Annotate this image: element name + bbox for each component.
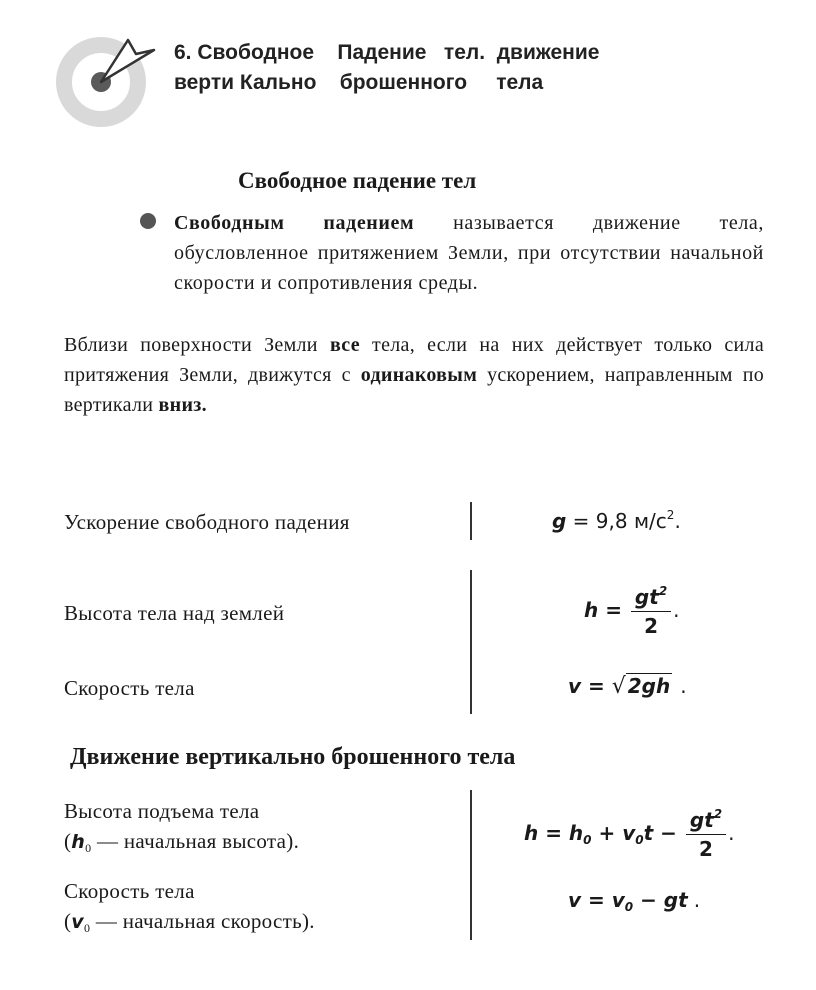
paren-open: ( <box>64 909 72 933</box>
body-paragraph <box>64 330 764 420</box>
subscript-zero: 0 <box>85 841 92 855</box>
definition-block <box>140 208 764 298</box>
rise-height-formula <box>524 808 734 861</box>
definition-text <box>174 208 764 298</box>
formula-period: . <box>693 888 701 912</box>
symbol-g: g <box>552 509 567 533</box>
height-label: Высота тела над землей <box>64 601 285 625</box>
fraction-denominator: 2 <box>644 614 658 638</box>
formula-period: . <box>728 821 735 845</box>
throw-speed-label-line1: Скорость тела <box>64 879 195 903</box>
definition-rest: называется движение тела, обусловленное притяжением Земли, при отсутствии начальной скорости и сопротивления среды. <box>174 212 764 294</box>
paragraph-text-1: Вблизи поверхности Земли <box>64 334 330 356</box>
speed-formula <box>568 674 687 699</box>
paren-open: ( <box>64 829 72 853</box>
formula-period: . <box>674 509 681 533</box>
symbol-h: h <box>71 831 86 853</box>
section-heading-vertical-throw: Движение вертикально брошенного тела <box>70 744 516 770</box>
paragraph-text-2: тела, если на них действует только сила притяжения Земли, движутся с <box>64 334 765 386</box>
height-formula <box>584 585 680 638</box>
paragraph-bold-1: все <box>329 334 360 356</box>
sqrt-radicand: 2gh <box>627 674 671 698</box>
rise-height-label <box>64 796 299 857</box>
subscript-zero: 0 <box>635 833 644 847</box>
throw-speed-label-line2 <box>64 906 315 937</box>
paragraph-bold-2: одинаковым <box>360 364 478 386</box>
formula-part: v = v <box>568 888 625 912</box>
fraction-denominator: 2 <box>699 837 713 861</box>
fraction-numerator: gt <box>689 808 714 832</box>
throw-speed-label <box>64 876 315 937</box>
bullet-dot-icon <box>140 213 156 229</box>
symbol-v: v <box>71 911 84 933</box>
numerator-power: 2 <box>713 807 723 821</box>
chapter-title-line1: 6. Свободное Падение тел. движение <box>174 41 600 64</box>
definition-term: Свободным падением <box>174 212 415 234</box>
acceleration-unit: м/с <box>633 509 667 533</box>
rise-height-note: — начальная высота). <box>91 829 300 853</box>
acceleration-value: = 9,8 <box>566 509 634 533</box>
divider-line <box>470 790 472 940</box>
rise-height-label-line2 <box>64 826 299 857</box>
rise-height-label-line1: Высота подъема тела <box>64 799 260 823</box>
acceleration-formula <box>552 509 681 533</box>
throw-speed-formula <box>568 888 700 912</box>
acceleration-label: Ускорение свободного падения <box>64 510 350 534</box>
divider-line <box>470 502 472 540</box>
formula-part: − gt <box>633 888 688 912</box>
throw-speed-note: — начальная скорость). <box>90 909 315 933</box>
sqrt-sign: √ <box>611 674 626 699</box>
formula-part: h = h <box>524 821 584 845</box>
target-dart-icon <box>56 30 166 130</box>
formula-period: . <box>680 674 687 698</box>
numerator-power: 2 <box>658 584 668 598</box>
subscript-zero: 0 <box>83 921 91 935</box>
paragraph-text-3: ускорением, направленным по вертикали <box>64 364 764 416</box>
speed-lhs: v = <box>568 674 612 698</box>
formula-part: t − <box>643 821 684 845</box>
fraction <box>686 808 726 861</box>
height-lhs: h = <box>584 598 629 622</box>
section-heading-free-fall: Свободное падение тел <box>238 168 477 193</box>
subscript-zero: 0 <box>624 900 634 914</box>
speed-label: Скорость тела <box>64 676 195 700</box>
unit-power: 2 <box>666 508 675 522</box>
paragraph-bold-3: вниз. <box>158 394 207 416</box>
fraction <box>631 585 671 638</box>
subscript-zero: 0 <box>583 833 592 847</box>
formula-period: . <box>673 598 680 622</box>
chapter-title-line2: верти Кально брошенного тела <box>174 71 544 94</box>
fraction-numerator: gt <box>634 585 659 609</box>
formula-part: + v <box>591 821 636 845</box>
chapter-title <box>174 38 774 98</box>
divider-line <box>470 570 472 714</box>
